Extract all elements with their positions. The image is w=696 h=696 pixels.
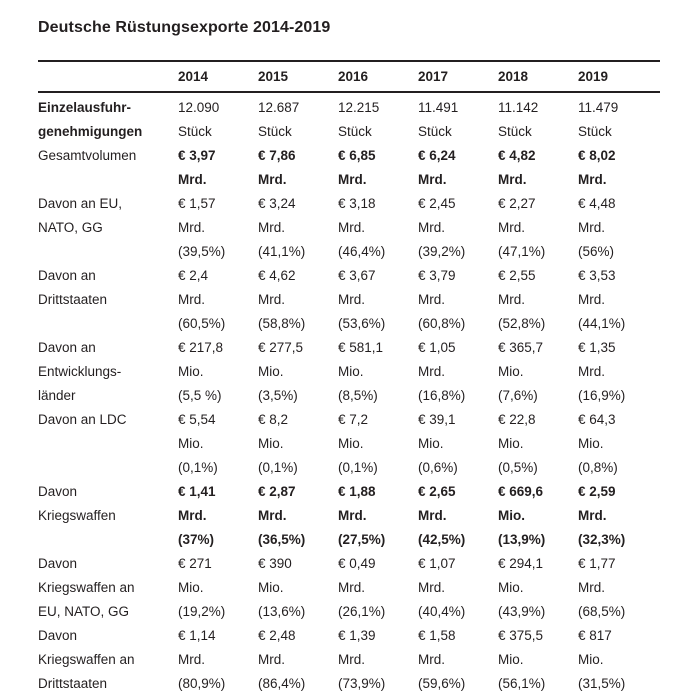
value-line: € 1,88 xyxy=(338,484,376,499)
value-line: € 1,57 xyxy=(178,196,216,211)
row-label xyxy=(38,552,178,624)
value-line: (27,5%) xyxy=(338,532,386,547)
value-line: Mio. xyxy=(578,436,604,451)
value-line: Mrd. xyxy=(498,172,527,187)
value-line: Mio. xyxy=(178,580,204,595)
value-line: (0,1%) xyxy=(178,460,218,475)
value-line: Mrd. xyxy=(418,508,447,523)
row-label xyxy=(38,408,178,432)
row-label xyxy=(38,264,178,312)
value-line: (56%) xyxy=(578,244,615,259)
value-line: € 3,18 xyxy=(338,196,376,211)
value-cell xyxy=(578,192,658,264)
value-line: (7,6%) xyxy=(498,388,538,403)
header-year-2018: 2018 xyxy=(498,69,529,84)
header-year-2017: 2017 xyxy=(418,69,449,84)
header-year-2016: 2016 xyxy=(338,69,369,84)
table-body xyxy=(38,93,660,696)
value-line: (52,8%) xyxy=(498,316,546,331)
row-label-line: Davon xyxy=(38,628,78,643)
value-cell xyxy=(178,192,258,264)
value-line: Mio. xyxy=(258,580,284,595)
value-line: (0,8%) xyxy=(578,460,618,475)
value-line: 11.491 xyxy=(418,100,459,115)
value-line: Mio. xyxy=(498,580,524,595)
value-line: Mrd. xyxy=(578,220,605,235)
value-line: € 390 xyxy=(258,556,292,571)
value-cell xyxy=(418,144,498,192)
table-row xyxy=(38,144,660,192)
value-line: (58,8%) xyxy=(258,316,306,331)
value-cell xyxy=(418,480,498,552)
value-line: € 271 xyxy=(178,556,212,571)
value-line: Mrd. xyxy=(578,364,605,379)
value-line: Mrd. xyxy=(338,172,367,187)
value-line: (56,1%) xyxy=(498,676,546,691)
value-line: Mrd. xyxy=(578,172,607,187)
value-line: Mrd. xyxy=(258,292,285,307)
value-line: € 3,67 xyxy=(338,268,376,283)
value-line: (0,5%) xyxy=(498,460,538,475)
value-line: Mrd. xyxy=(578,292,605,307)
value-line: (59,6%) xyxy=(418,676,466,691)
value-cell xyxy=(498,624,578,696)
value-line: (37%) xyxy=(178,532,215,547)
value-line: € 2,87 xyxy=(258,484,296,499)
value-line: Mrd. xyxy=(258,508,287,523)
value-cell xyxy=(498,408,578,480)
value-line: (42,5%) xyxy=(418,532,466,547)
value-cell xyxy=(338,408,418,480)
value-line: Mio. xyxy=(178,436,204,451)
value-line: (80,9%) xyxy=(178,676,226,691)
table-header-row xyxy=(38,60,660,93)
value-line: Stück xyxy=(578,124,612,139)
value-cell xyxy=(418,264,498,336)
value-cell xyxy=(498,192,578,264)
value-line: € 3,79 xyxy=(418,268,456,283)
row-label-line: NATO, GG xyxy=(38,220,103,235)
value-line: Mio. xyxy=(338,436,364,451)
value-line: (13,6%) xyxy=(258,604,306,619)
value-line: Mio. xyxy=(258,436,284,451)
value-cell xyxy=(178,480,258,552)
value-cell xyxy=(418,408,498,480)
value-line: Mrd. xyxy=(578,508,607,523)
value-line: 12.215 xyxy=(338,100,380,115)
value-cell xyxy=(498,336,578,408)
value-line: € 39,1 xyxy=(418,412,456,427)
value-line: Mrd. xyxy=(418,652,445,667)
value-line: Mio. xyxy=(498,508,525,523)
row-label xyxy=(38,144,178,168)
value-line: Mrd. xyxy=(178,292,205,307)
table-row xyxy=(38,552,660,624)
header-year-2019: 2019 xyxy=(578,69,609,84)
row-label-line: Gesamtvolumen xyxy=(38,148,137,163)
value-line: € 2,4 xyxy=(178,268,209,283)
value-cell xyxy=(578,408,658,480)
value-cell xyxy=(578,480,658,552)
value-cell xyxy=(178,144,258,192)
value-line: € 4,48 xyxy=(578,196,616,211)
value-line: (53,6%) xyxy=(338,316,386,331)
value-line: (47,1%) xyxy=(498,244,546,259)
value-line: Stück xyxy=(338,124,372,139)
value-line: € 64,3 xyxy=(578,412,616,427)
value-line: € 22,8 xyxy=(498,412,536,427)
row-label xyxy=(38,480,178,528)
value-line: Mrd. xyxy=(418,580,445,595)
value-line: (19,2%) xyxy=(178,604,226,619)
value-cell xyxy=(178,408,258,480)
value-line: Mio. xyxy=(578,652,604,667)
value-line: € 375,5 xyxy=(498,628,544,643)
value-line: € 1,58 xyxy=(418,628,456,643)
value-cell xyxy=(258,624,338,696)
value-line: (3,5%) xyxy=(258,388,298,403)
value-line: (0,6%) xyxy=(418,460,458,475)
value-line: € 1,77 xyxy=(578,556,616,571)
row-label xyxy=(38,96,178,144)
value-cell xyxy=(578,264,658,336)
row-label-line: Davon xyxy=(38,484,78,499)
value-line: € 1,05 xyxy=(418,340,456,355)
value-line: Mrd. xyxy=(498,292,525,307)
value-line: Stück xyxy=(418,124,452,139)
value-line: (26,1%) xyxy=(338,604,386,619)
value-line: (68,5%) xyxy=(578,604,626,619)
value-line: (32,3%) xyxy=(578,532,626,547)
row-label-line: Davon an EU, xyxy=(38,196,123,211)
value-line: € 2,48 xyxy=(258,628,296,643)
value-line: (8,5%) xyxy=(338,388,378,403)
value-line: Mrd. xyxy=(338,652,365,667)
value-line: 12.687 xyxy=(258,100,300,115)
value-line: Mrd. xyxy=(258,220,285,235)
value-line: € 5,54 xyxy=(178,412,216,427)
value-line: € 2,59 xyxy=(578,484,616,499)
value-cell xyxy=(418,552,498,624)
row-label-line: Drittstaaten xyxy=(38,676,108,691)
value-cell xyxy=(338,96,418,144)
value-line: € 7,86 xyxy=(258,148,296,163)
value-line: Mio. xyxy=(338,364,364,379)
value-cell xyxy=(258,96,338,144)
header-year-2014: 2014 xyxy=(178,69,209,84)
value-line: Mrd. xyxy=(418,172,447,187)
value-line: 12.090 xyxy=(178,100,220,115)
value-line: Mio. xyxy=(178,364,204,379)
value-line: Stück xyxy=(178,124,212,139)
value-cell xyxy=(578,144,658,192)
value-line: (5,5 %) xyxy=(178,388,222,403)
row-label-line: EU, NATO, GG xyxy=(38,604,130,619)
value-line: € 4,82 xyxy=(498,148,536,163)
value-line: Mrd. xyxy=(338,220,365,235)
row-label-line: Davon an LDC xyxy=(38,412,127,427)
value-line: (13,9%) xyxy=(498,532,546,547)
value-cell xyxy=(258,480,338,552)
value-cell xyxy=(178,336,258,408)
value-cell xyxy=(338,144,418,192)
table-row xyxy=(38,96,660,144)
row-label-line: Entwicklungs- xyxy=(38,364,122,379)
value-line: € 2,45 xyxy=(418,196,456,211)
row-label-line: Kriegswaffen an xyxy=(38,580,135,595)
value-line: € 3,97 xyxy=(178,148,216,163)
value-line: Mio. xyxy=(258,364,284,379)
value-cell xyxy=(498,96,578,144)
value-line: Mrd. xyxy=(338,508,367,523)
value-line: Mrd. xyxy=(338,292,365,307)
page-title: Deutsche Rüstungsexporte 2014-2019 xyxy=(38,19,331,36)
row-label-line: länder xyxy=(38,388,76,403)
value-line: Mrd. xyxy=(578,580,605,595)
value-line: € 581,1 xyxy=(338,340,384,355)
value-line: € 3,53 xyxy=(578,268,616,283)
header-year-2015: 2015 xyxy=(258,69,289,84)
value-cell xyxy=(498,144,578,192)
value-line: Mrd. xyxy=(258,172,287,187)
row-label-line: Davon an xyxy=(38,268,96,283)
value-cell xyxy=(578,96,658,144)
value-cell xyxy=(498,552,578,624)
value-line: (43,9%) xyxy=(498,604,546,619)
value-line: € 6,24 xyxy=(418,148,456,163)
value-line: € 365,7 xyxy=(498,340,544,355)
value-line: Stück xyxy=(498,124,532,139)
row-label xyxy=(38,336,178,408)
value-line: € 8,02 xyxy=(578,148,616,163)
value-line: € 1,41 xyxy=(178,484,216,499)
value-cell xyxy=(578,624,658,696)
value-cell xyxy=(338,480,418,552)
value-line: € 2,27 xyxy=(498,196,536,211)
value-line: € 2,55 xyxy=(498,268,536,283)
value-line: Mio. xyxy=(498,436,524,451)
value-cell xyxy=(178,552,258,624)
value-line: (46,4%) xyxy=(338,244,386,259)
value-cell xyxy=(178,96,258,144)
value-line: Mrd. xyxy=(418,220,445,235)
value-line: (39,2%) xyxy=(418,244,466,259)
value-line: (36,5%) xyxy=(258,532,306,547)
table-row xyxy=(38,624,660,696)
row-label xyxy=(38,624,178,696)
row-label-line: Davon xyxy=(38,556,78,571)
value-line: (86,4%) xyxy=(258,676,306,691)
value-line: Mrd. xyxy=(338,580,365,595)
value-cell xyxy=(498,480,578,552)
value-cell xyxy=(258,144,338,192)
value-line: (16,8%) xyxy=(418,388,466,403)
row-label-line: genehmigungen xyxy=(38,124,143,139)
value-line: (39,5%) xyxy=(178,244,226,259)
value-cell xyxy=(578,552,658,624)
value-cell xyxy=(338,552,418,624)
value-line: € 669,6 xyxy=(498,484,544,499)
value-cell xyxy=(338,336,418,408)
value-line: € 3,24 xyxy=(258,196,296,211)
value-line: € 1,39 xyxy=(338,628,376,643)
value-cell xyxy=(338,192,418,264)
row-label-line: Davon an xyxy=(38,340,96,355)
value-line: Mio. xyxy=(498,652,524,667)
row-label xyxy=(38,192,178,240)
value-line: Mio. xyxy=(418,436,444,451)
value-line: Stück xyxy=(258,124,292,139)
value-line: Mrd. xyxy=(258,652,285,667)
value-line: € 1,35 xyxy=(578,340,616,355)
header-empty-cell xyxy=(38,67,178,86)
value-line: € 277,5 xyxy=(258,340,304,355)
table-row xyxy=(38,192,660,264)
value-line: € 1,14 xyxy=(178,628,216,643)
value-line: € 294,1 xyxy=(498,556,544,571)
value-cell xyxy=(418,624,498,696)
table-row xyxy=(38,336,660,408)
table-row xyxy=(38,408,660,480)
row-label-line: Einzelausfuhr- xyxy=(38,100,132,115)
row-label-line: Drittstaaten xyxy=(38,292,108,307)
value-cell xyxy=(418,336,498,408)
value-line: 11.479 xyxy=(578,100,619,115)
value-cell xyxy=(338,624,418,696)
value-line: (31,5%) xyxy=(578,676,626,691)
row-label-line: Kriegswaffen an xyxy=(38,652,135,667)
value-line: € 1,07 xyxy=(418,556,456,571)
value-cell xyxy=(498,264,578,336)
value-line: € 817 xyxy=(578,628,612,643)
value-line: Mrd. xyxy=(178,220,205,235)
value-cell xyxy=(178,624,258,696)
value-line: Mrd. xyxy=(178,172,207,187)
value-cell xyxy=(258,192,338,264)
value-cell xyxy=(178,264,258,336)
row-label-line: Kriegswaffen xyxy=(38,508,116,523)
value-line: Mio. xyxy=(498,364,524,379)
value-cell xyxy=(258,336,338,408)
value-line: € 8,2 xyxy=(258,412,289,427)
value-line: Mrd. xyxy=(178,508,207,523)
value-line: € 2,65 xyxy=(418,484,456,499)
value-line: (0,1%) xyxy=(338,460,378,475)
value-line: (44,1%) xyxy=(578,316,626,331)
value-line: (73,9%) xyxy=(338,676,386,691)
value-line: Mrd. xyxy=(178,652,205,667)
value-line: (41,1%) xyxy=(258,244,306,259)
value-line: (60,8%) xyxy=(418,316,466,331)
table-row xyxy=(38,264,660,336)
value-line: (0,1%) xyxy=(258,460,298,475)
value-line: € 7,2 xyxy=(338,412,369,427)
value-line: (40,4%) xyxy=(418,604,466,619)
value-line: (16,9%) xyxy=(578,388,626,403)
value-line: (60,5%) xyxy=(178,316,226,331)
value-line: € 4,62 xyxy=(258,268,296,283)
value-cell xyxy=(418,96,498,144)
value-cell xyxy=(258,408,338,480)
value-cell xyxy=(578,336,658,408)
value-cell xyxy=(258,552,338,624)
exports-table xyxy=(38,60,660,696)
value-line: Mrd. xyxy=(418,292,445,307)
value-cell xyxy=(258,264,338,336)
table-row xyxy=(38,480,660,552)
value-line: Mrd. xyxy=(498,220,525,235)
value-line: 11.142 xyxy=(498,100,539,115)
value-line: € 6,85 xyxy=(338,148,376,163)
value-cell xyxy=(338,264,418,336)
value-line: € 0,49 xyxy=(338,556,376,571)
value-line: € 217,8 xyxy=(178,340,224,355)
value-cell xyxy=(418,192,498,264)
value-line: Mrd. xyxy=(418,364,445,379)
